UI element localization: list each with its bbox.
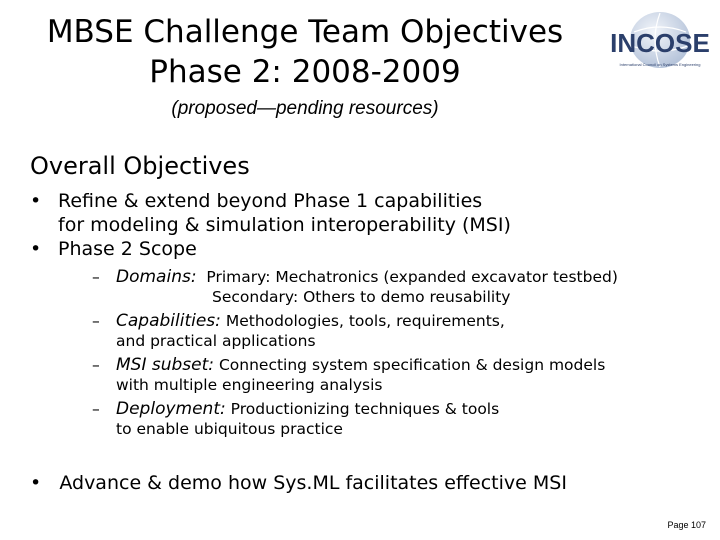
sub-item-text: Methodologies, tools, requirements,: [225, 312, 505, 330]
bullet-icon: •: [30, 190, 42, 212]
bullet-line-2: for modeling & simulation interoperability (MSI): [58, 214, 511, 236]
logo-wordmark: INCOSE: [610, 28, 710, 58]
dash-icon: –: [92, 356, 100, 374]
sub-item-msi-subset: [58, 355, 618, 395]
bullet-item-refine: [30, 189, 618, 237]
bullet-item-advance: [30, 472, 567, 494]
dash-icon: –: [92, 268, 100, 286]
incose-logo-graphic: [606, 10, 714, 78]
sub-item-term: MSI subset:: [116, 355, 215, 375]
scope-sub-list: [58, 267, 618, 439]
sub-item-term: Capabilities:: [116, 311, 221, 331]
bullet-line-1: Refine & extend beyond Phase 1 capabilities: [58, 190, 483, 212]
sub-item-continuation: and practical applications: [116, 332, 316, 350]
title-line-1: MBSE Challenge Team Objectives: [46, 14, 564, 50]
sub-item-continuation: to enable ubiquitous practice: [116, 420, 343, 438]
sub-item-text: Primary: Mechatronics (expanded excavator testbed): [206, 268, 618, 286]
section-heading: Overall Objectives: [30, 152, 250, 180]
title-line-2: Phase 2: 2008-2009: [149, 54, 461, 90]
slide-subtitle: (proposed—pending resources): [171, 98, 439, 119]
sub-item-term: Deployment:: [116, 399, 226, 419]
sub-item-capabilities: [58, 311, 618, 351]
dash-icon: –: [92, 400, 100, 418]
sub-item-term: Domains:: [116, 267, 197, 287]
dash-icon: –: [92, 312, 100, 330]
sub-item-domains: [58, 267, 618, 307]
sub-item-text: Productionizing techniques & tools: [230, 400, 500, 418]
bullet-line-1: Phase 2 Scope: [58, 238, 197, 260]
bullet-item-scope: [30, 237, 618, 439]
logo-tagline: International Council on Systems Engineering: [619, 62, 701, 67]
bullet-icon: •: [30, 238, 42, 260]
sub-item-continuation: Secondary: Others to demo reusability: [212, 288, 511, 306]
bullet-icon: •: [30, 472, 42, 494]
objectives-list: [30, 189, 618, 443]
bullet-text: Advance & demo how Sys.ML facilitates effective MSI: [59, 472, 567, 494]
slide-title: [20, 12, 590, 92]
page-number: Page 107: [667, 520, 706, 530]
sub-item-continuation: with multiple engineering analysis: [116, 376, 383, 394]
sub-item-text: Connecting system specification & design models: [218, 356, 606, 374]
incose-logo: [606, 10, 714, 78]
sub-item-deployment: [58, 399, 618, 439]
